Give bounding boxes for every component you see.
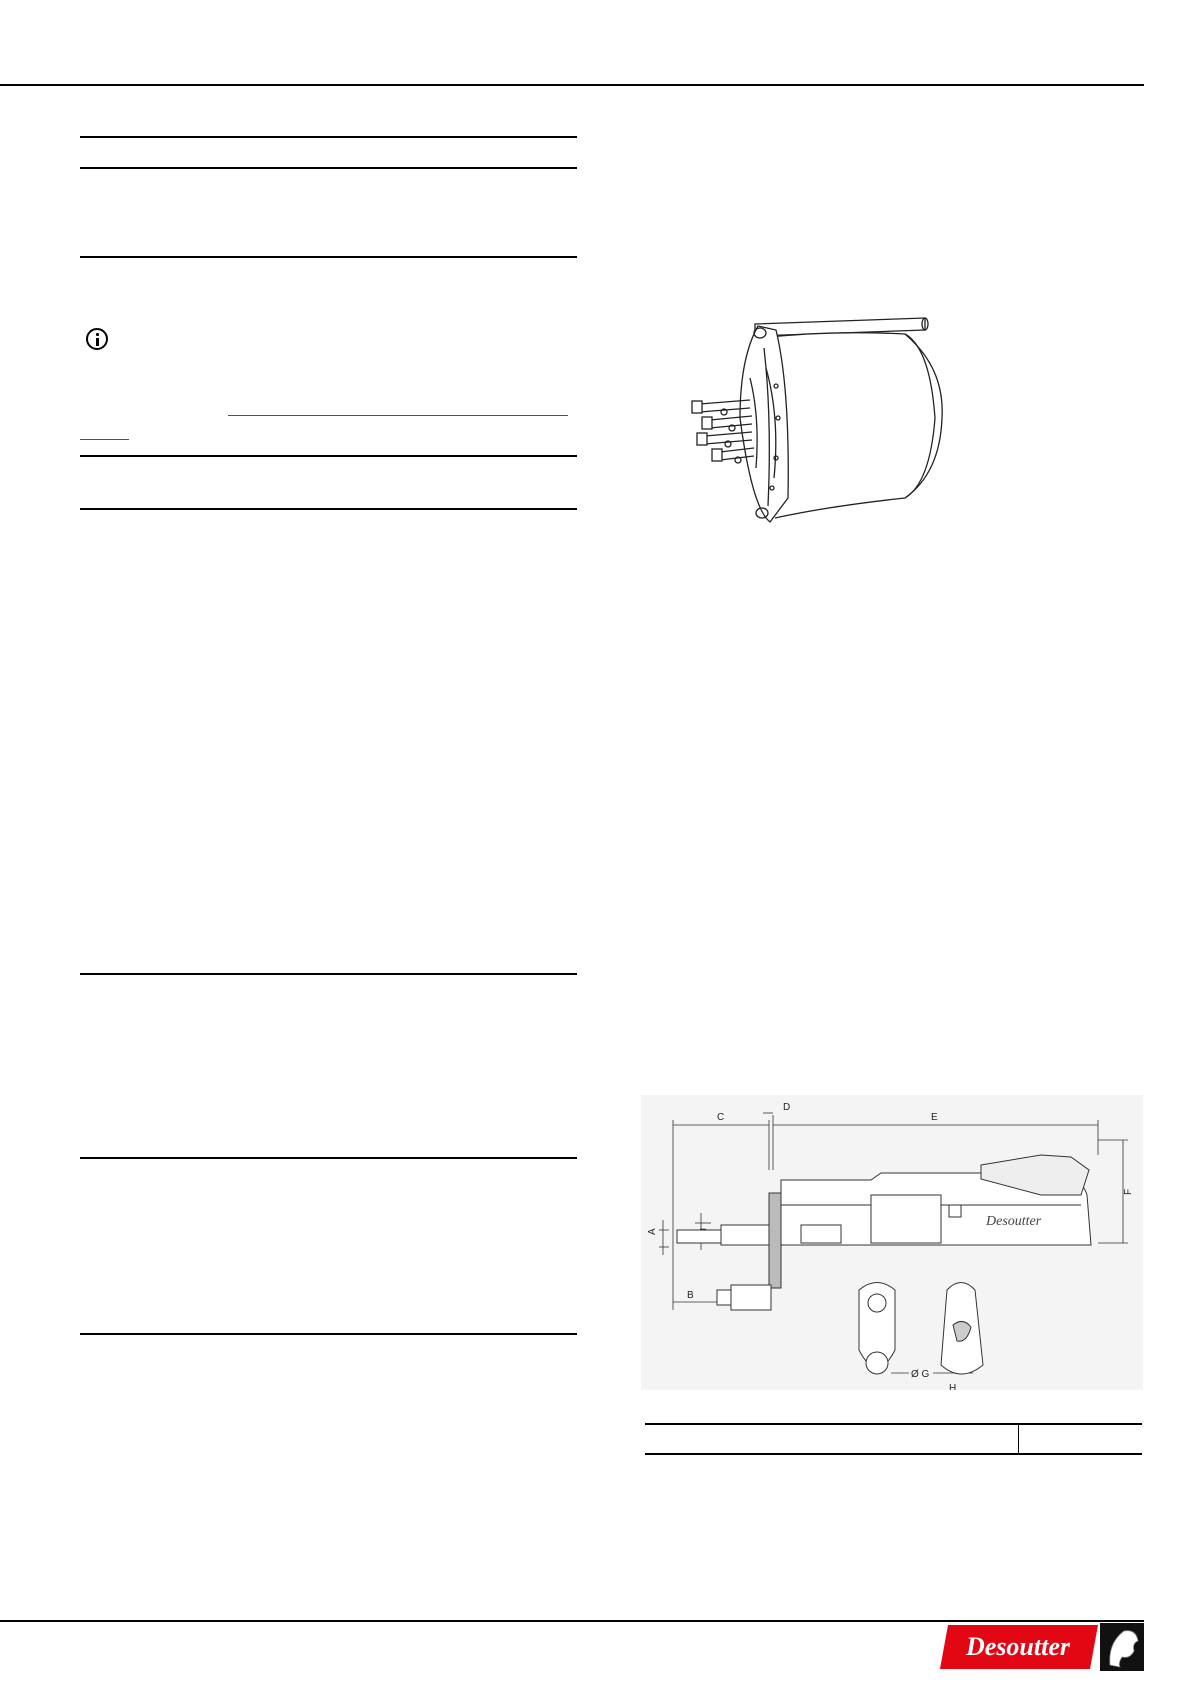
table-rule (80, 508, 577, 510)
dimension-label-f: F (1123, 1188, 1134, 1195)
logo-wordmark: Desoutter (966, 1632, 1070, 1661)
dimension-label-d: D (783, 1102, 791, 1113)
dimension-label-g: Ø G (911, 1369, 930, 1380)
table-rule (80, 136, 577, 138)
table-rule (80, 167, 577, 169)
table-rule (80, 1333, 577, 1335)
table-rule (80, 455, 577, 457)
tool-dimension-drawing (641, 1095, 1143, 1390)
table-rule (645, 1453, 1142, 1455)
table-rule (80, 973, 577, 975)
table-rule (80, 1157, 577, 1159)
hyperlink[interactable] (228, 415, 568, 416)
dimension-label-b: B (687, 1290, 694, 1301)
dimension-label-c: C (717, 1112, 725, 1123)
info-icon (86, 328, 108, 350)
dimension-label-h: H (949, 1383, 957, 1390)
dimension-label-a: A (647, 1228, 658, 1235)
header-rule (0, 84, 1144, 86)
table-rule (80, 256, 577, 258)
tool-engraving: Desoutter (986, 1214, 1042, 1229)
table-column-divider (1018, 1423, 1019, 1455)
multi-connector-cylinder-icon (680, 308, 1000, 528)
table-rule (645, 1423, 1142, 1425)
hyperlink[interactable] (80, 439, 129, 440)
dimension-label-e: E (931, 1112, 938, 1123)
desoutter-logo (938, 1621, 1146, 1673)
